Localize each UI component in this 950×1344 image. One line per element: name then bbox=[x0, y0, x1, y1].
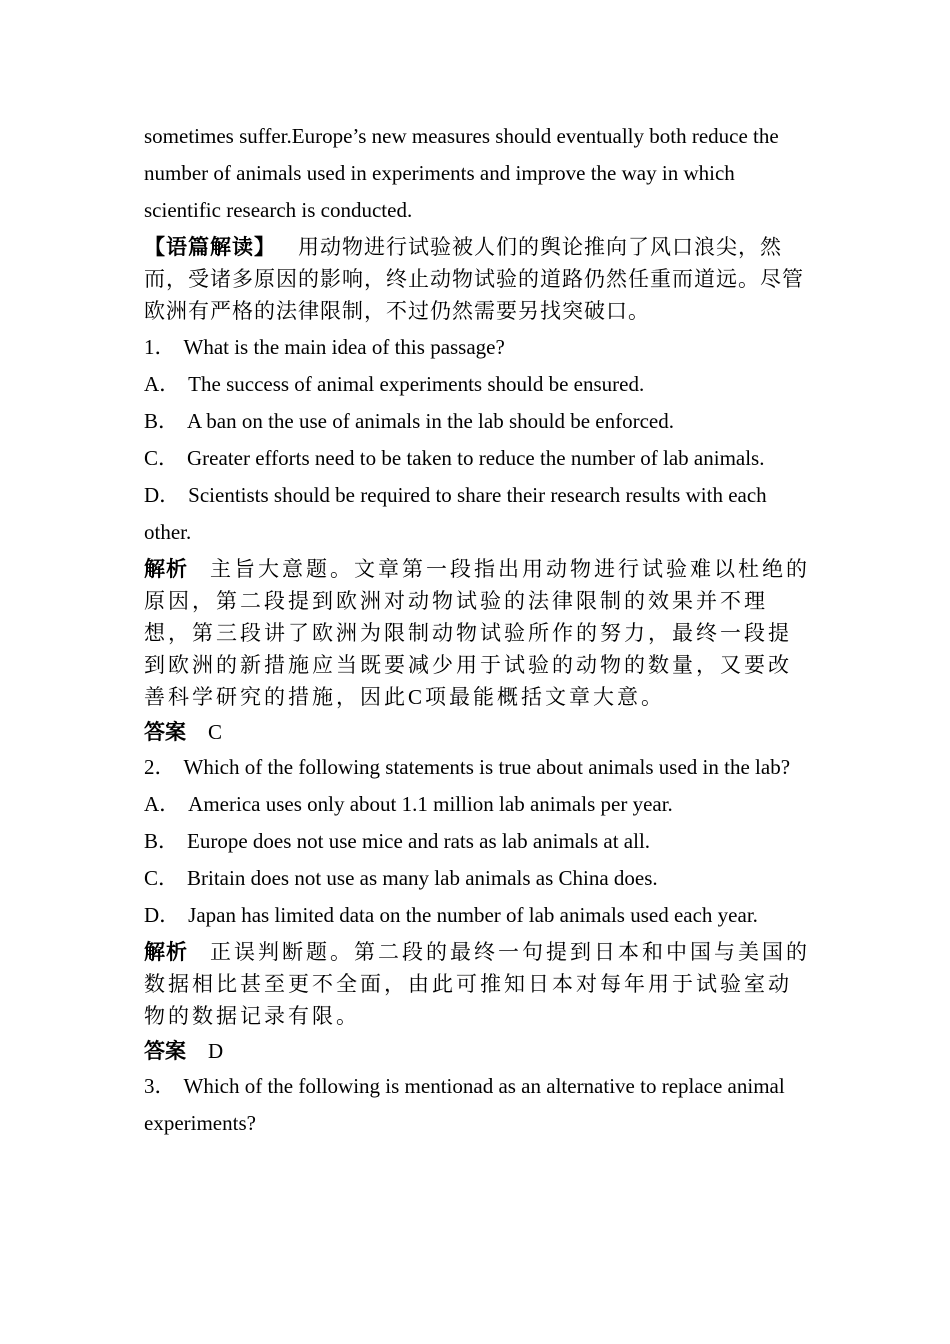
question-3-number: 3． bbox=[144, 1074, 176, 1098]
question-2-text: Which of the following statements is true about animals used in the lab? bbox=[183, 755, 791, 779]
question-3-text: Which of the following is mentionad as an alternative to replace animal experiments? bbox=[144, 1074, 785, 1135]
answer-value: C bbox=[208, 720, 223, 744]
option-text: Scientists should be required to share their research results with each other. bbox=[144, 483, 767, 544]
question-1-option-d bbox=[144, 477, 814, 551]
reading-summary-label: 【语篇解读】 bbox=[144, 235, 276, 259]
option-letter: C． bbox=[144, 446, 180, 470]
question-1-number: 1． bbox=[144, 335, 176, 359]
question-2 bbox=[144, 749, 814, 786]
question-1-option-a bbox=[144, 366, 814, 403]
question-2-answer bbox=[144, 1034, 814, 1068]
question-1-option-c bbox=[144, 440, 814, 477]
question-2-analysis bbox=[144, 936, 814, 1032]
passage-ending: sometimes suffer.Europe’s new measures should eventually both reduce the number of animals used in experiments and improve the way in which scientific research is conducted. bbox=[144, 124, 779, 222]
question-1 bbox=[144, 329, 814, 366]
analysis-label: 解析 bbox=[144, 557, 188, 581]
answer-label: 答案 bbox=[144, 1039, 186, 1063]
reading-summary-text: 用动物进行试验被人们的舆论推向了风口浪尖，然而，受诸多原因的影响，终止动物试验的道路仍然任重而道远。尽管欧洲有严格的法律限制，不过仍然需要另找突破口。 bbox=[144, 235, 804, 323]
option-text: Japan has limited data on the number of lab animals used each year. bbox=[188, 903, 758, 927]
analysis-label: 解析 bbox=[144, 940, 188, 964]
question-2-number: 2． bbox=[144, 755, 176, 779]
analysis-text: 正误判断题。第二段的最终一句提到日本和中国与美国的数据相比甚至更不全面，由此可推知日本对每年用于试验室动物的数据记录有限。 bbox=[144, 940, 810, 1028]
option-text: America uses only about 1.1 million lab animals per year. bbox=[188, 792, 673, 816]
question-2-option-d bbox=[144, 897, 814, 934]
reading-summary bbox=[144, 231, 814, 327]
question-2-option-b bbox=[144, 823, 814, 860]
document-page bbox=[144, 118, 814, 1142]
option-text: A ban on the use of animals in the lab should be enforced. bbox=[187, 409, 674, 433]
option-text: Europe does not use mice and rats as lab animals at all. bbox=[187, 829, 651, 853]
question-2-option-c bbox=[144, 860, 814, 897]
question-1-analysis bbox=[144, 553, 814, 713]
option-letter: A． bbox=[144, 792, 181, 816]
option-letter: C． bbox=[144, 866, 180, 890]
question-1-answer bbox=[144, 715, 814, 749]
option-letter: D． bbox=[144, 483, 181, 507]
question-1-option-b bbox=[144, 403, 814, 440]
question-2-option-a bbox=[144, 786, 814, 823]
option-letter: B． bbox=[144, 409, 180, 433]
option-text: Britain does not use as many lab animals as China does. bbox=[187, 866, 658, 890]
question-3 bbox=[144, 1068, 814, 1142]
option-text: Greater efforts need to be taken to reduce the number of lab animals. bbox=[187, 446, 765, 470]
answer-label: 答案 bbox=[144, 720, 186, 744]
answer-value: D bbox=[208, 1039, 224, 1063]
analysis-text: 主旨大意题。文章第一段指出用动物进行试验难以杜绝的原因，第二段提到欧洲对动物试验的法律限制的效果并不理想，第三段讲了欧洲为限制动物试验所作的努力，最终一段提到欧洲的新措施应当既要减少用于试验的动物的数量，又要改善科学研究的措施，因此C项最能概括文章大意。 bbox=[144, 557, 810, 709]
option-letter: A． bbox=[144, 372, 181, 396]
question-1-text: What is the main idea of this passage? bbox=[183, 335, 505, 359]
option-letter: B． bbox=[144, 829, 180, 853]
option-text: The success of animal experiments should be ensured. bbox=[188, 372, 645, 396]
option-letter: D． bbox=[144, 903, 181, 927]
